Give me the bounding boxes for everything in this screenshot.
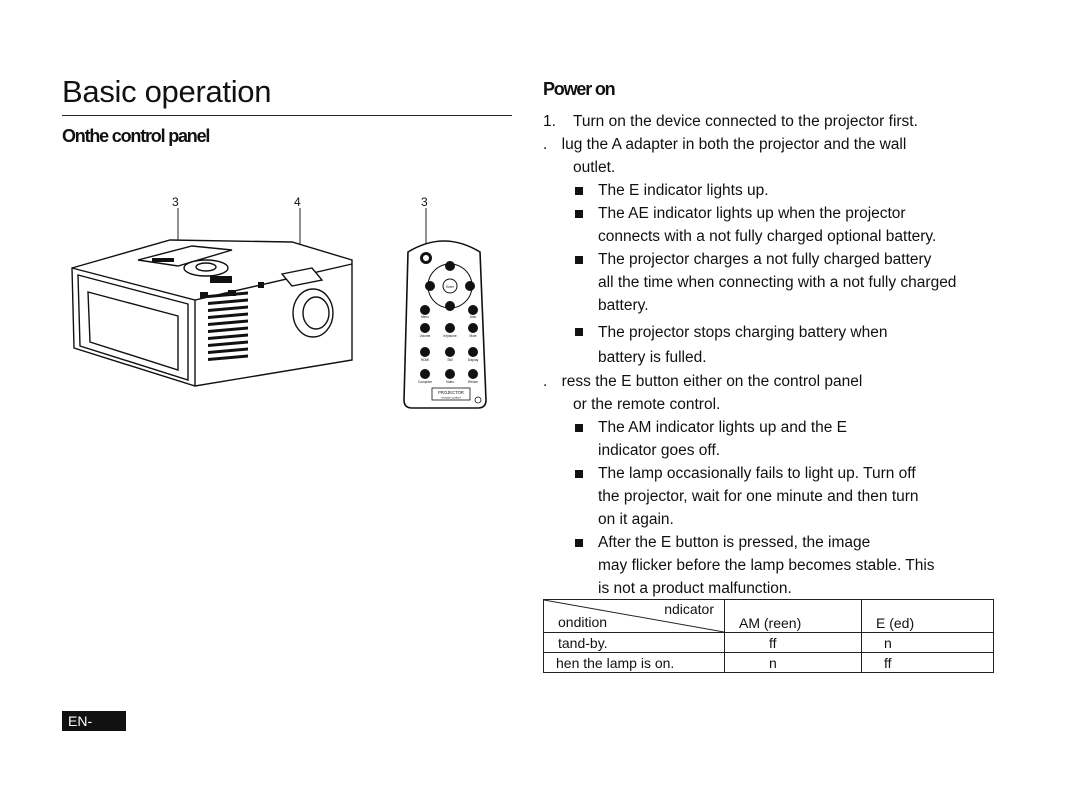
note-text: The AE indicator lights up when the projector <box>598 205 906 222</box>
callout-number: 3 <box>421 195 428 209</box>
step-text: ress the E button either on the control panel <box>561 373 863 390</box>
table-header-diagonal-cell <box>544 600 725 633</box>
condition-header: ondition <box>558 614 608 630</box>
step-text: or the remote control. <box>573 396 721 413</box>
projector-and-remote-illustration <box>60 190 500 415</box>
list-item <box>543 320 1003 370</box>
step-text: outlet. <box>573 159 616 176</box>
remote-model-label: remote control <box>441 395 461 400</box>
page-title: Basic operation <box>62 74 272 109</box>
step-marker: . <box>543 136 548 153</box>
indicator-status-table <box>543 599 994 673</box>
step-marker: . <box>543 373 548 390</box>
bullet-square-icon <box>575 328 583 336</box>
note-text: battery. <box>598 297 649 314</box>
remote-brand-label: PROJECTOR <box>438 390 464 395</box>
callout-number: 3 <box>172 195 179 209</box>
note-text: battery is fulled. <box>598 349 707 366</box>
remote-menu-label: Menu <box>421 315 429 319</box>
note-text: connects with a not fully charged optional battery. <box>598 228 937 245</box>
step-2-notes <box>543 179 1003 370</box>
table-row <box>544 653 994 673</box>
callout-number: 4 <box>294 195 301 209</box>
page-number-badge: EN- <box>62 711 126 731</box>
remote-mute-label: Mute <box>469 334 477 338</box>
note-text: on it again. <box>598 511 674 528</box>
note-text: indicator goes off. <box>598 442 721 459</box>
bullet-square-icon <box>575 470 583 478</box>
note-text: The lamp occasionally fails to light up. Turn off <box>598 465 916 482</box>
table-cell: ff <box>862 653 994 673</box>
projector-illustration <box>72 240 352 386</box>
remote-volume-label: Volume <box>419 334 431 338</box>
title-divider <box>62 115 512 116</box>
step-3 <box>543 370 1003 600</box>
step-3-notes <box>543 416 1003 600</box>
remote-resize-label: Resize <box>468 380 478 384</box>
indicator-header: ndicator <box>664 601 714 617</box>
e-indicator-header: E (ed) <box>862 600 994 633</box>
table-cell: hen the lamp is on. <box>544 653 725 673</box>
power-on-heading: Power on <box>543 79 615 99</box>
am-indicator-header: AM (reen) <box>725 600 862 633</box>
remote-auto-label: Auto <box>469 315 477 319</box>
note-text: is not a product malfunction. <box>598 580 792 597</box>
table-header-row <box>544 600 994 633</box>
step-text: lug the A adapter in both the projector and the wall <box>561 136 907 153</box>
table-row <box>544 633 994 653</box>
table-cell: tand-by. <box>544 633 725 653</box>
step-2 <box>543 133 1003 370</box>
remote-computer-label: Computer <box>418 380 432 384</box>
remote-keystone-label: Keystone <box>443 334 457 338</box>
list-item <box>543 248 1003 317</box>
table-cell: ff <box>725 633 862 653</box>
remote-hdmi-label: HDMI <box>420 358 430 362</box>
note-text: The E indicator lights up. <box>598 182 769 199</box>
list-item <box>543 416 1003 462</box>
note-text: After the E button is pressed, the image <box>598 534 871 551</box>
note-text: all the time when connecting with a not fully charged <box>598 274 957 291</box>
power-on-steps <box>543 110 1003 600</box>
note-text: The AM indicator lights up and the E <box>598 419 848 436</box>
step-1 <box>543 110 1003 133</box>
table-cell: n <box>862 633 994 653</box>
bullet-square-icon <box>575 210 583 218</box>
note-text: The projector charges a not fully charged battery <box>598 251 932 268</box>
remote-enter-label: Enter <box>446 285 454 289</box>
bullet-square-icon <box>575 187 583 195</box>
remote-still-label: Still <box>447 358 453 362</box>
remote-display-label: Display <box>467 358 479 362</box>
bullet-square-icon <box>575 539 583 547</box>
note-text: the projector, wait for one minute and then turn <box>598 488 919 505</box>
control-panel-heading: Onthe control panel <box>62 126 210 146</box>
list-item <box>543 202 1003 248</box>
list-item <box>543 179 1003 202</box>
bullet-square-icon <box>575 256 583 264</box>
table-cell: n <box>725 653 862 673</box>
remote-control-illustration <box>404 241 486 408</box>
step-text: Turn on the device connected to the projector first. <box>573 113 918 130</box>
list-item <box>543 462 1003 531</box>
note-text: may flicker before the lamp becomes stable. This <box>598 557 935 574</box>
remote-video-label: Video <box>445 380 455 384</box>
bullet-square-icon <box>575 424 583 432</box>
note-text: The projector stops charging battery when <box>598 324 888 341</box>
step-marker: 1. <box>543 113 556 130</box>
list-item <box>543 531 1003 600</box>
